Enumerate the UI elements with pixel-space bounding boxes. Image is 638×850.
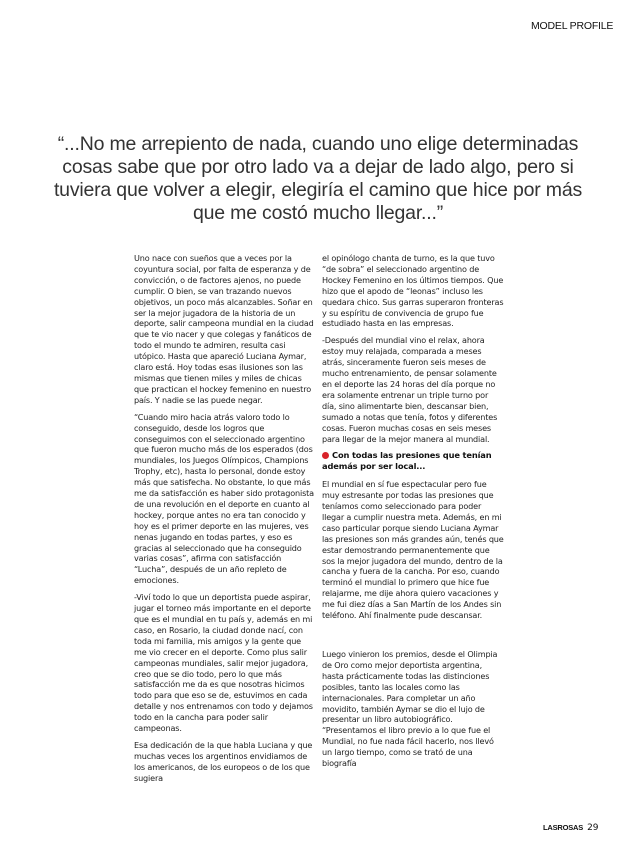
subheading: [322, 450, 504, 472]
page-footer: [543, 823, 599, 833]
article-column-left: [134, 253, 314, 790]
paragraph: Uno nace con sueños que a veces por la coyuntura social, por falta de esperanza y de convicción, o de factores ajenos, no puede cumplir. O bien, se van trazando nuevos objetivos, un poco más alcanzables. Soñar en ser la mejor jugadora de la historia de un deporte, salir campeona mundial en la ciudad que te vio nacer y que colegas y fanáticos de todo el mundo te admiren, resulta casi utópico. Hasta que apareció Luciana Aymar, claro está. Hoy todas esas ilusiones son las mismas que tienen miles y miles de chicas que practican el hockey femenino en nuestro país. Y nadie se las puede negar.: [134, 253, 314, 405]
subheading-text: Con todas las presiones que tenían además por ser local...: [322, 450, 492, 472]
bullet-icon: [322, 452, 329, 459]
paragraph: Luego vinieron los premios, desde el Olimpia de Oro como mejor deportista argentina, hasta prácticamente todas las distinciones posibles, tanto las locales como las internacionales. Para completar un año movidito, también Aymar se dio el lujo de presentar un libro autobiográfico. “Presentamos el libro previo a lo que fue el Mundial, no fue nada fácil hacerlo, nos llevó un largo tiempo, como se trató de una biografía: [322, 649, 498, 769]
magazine-logo: LASROSAS: [543, 823, 584, 832]
paragraph: el opinólogo chanta de turno, es la que tuvo “de sobra” el seleccionado argentino de Hockey Femenino en los últimos tiempos. Que hizo que el apodo de “leonas” incluso les quedara chico. Sus garras superaron fronteras y su espíritu de convivencia de grupo fue estudiado hasta en las empresas.: [322, 253, 504, 329]
paragraph: “Cuando miro hacia atrás valoro todo lo conseguido, desde los logros que conseguimos con el seleccionado argentino que fueron mucho más de los esperados (dos mundiales, los Juegos Olímpicos, Champions Trophy, etc), hasta lo personal, donde estoy más que satisfecha. No obstante, lo que más me da satisfacción es haber sido protagonista de una revolución en el deporte en cuanto al hockey, porque antes no era tan conocido y hoy es el primer deporte en las mujeres, ves nenas jugando en todas partes, y eso es gracias al seleccionado que ha conseguido varias cosas”, afirma con satisfacción “Lucha”, después de un año repleto de emociones.: [134, 411, 314, 586]
pull-quote: “...No me arrepiento de nada, cuando uno elige determinadas cosas sabe que por otro lado va a dejar de lado algo, pero si tuviera que volver a elegir, elegiría el camino que hice por más que me costó mucho llegar...”: [53, 133, 583, 224]
page-number: 29: [587, 823, 599, 833]
paragraph: Esa dedicación de la que habla Luciana y que muchas veces los argentinos envidiamos de los americanos, de los europeos o de los que sugiera: [134, 739, 313, 783]
section-label: MODEL PROFILE: [531, 20, 614, 32]
paragraph: -Después del mundial vino el relax, ahora estoy muy relajada, comparada a meses atrás, sinceramente fueron seis meses de mucho entrenamiento, de pensar solamente en el deporte las 24 horas del día porque no era solamente entrenar un triple turno por día, sino alimentarte bien, descansar bien, sumado a notas que tenía, fotos y diferentes cosas. Fueron muchas cosas en seis meses para llegar de la mejor manera al mundial.: [322, 335, 498, 444]
paragraph: El mundial en sí fue espectacular pero fue muy estresante por todas las presiones que teníamos como seleccionado para poder llegar a cumplir nuestra meta. Además, en mi caso particular porque siendo Luciana Aymar las presiones son más grandes aún, tenés que estar demostrando permanentemente que sos la mejor jugadora del mundo, dentro de la cancha y fuera de la cancha. Por eso, cuando terminó el mundial lo primero que hice fue relajarme, me dije ahora quiero vacaciones y me fui diez días a San Martín de los Andes sin teléfono. Ahí finalmente pude descansar.: [322, 479, 504, 621]
article-column-right: [322, 253, 504, 775]
paragraph: -Viví todo lo que un deportista puede aspirar, jugar el torneo más importante en el deporte que es el mundial en tu país y, además en mi caso, en Rosario, la ciudad donde nací, con toda mi familia, mis amigos y la gente que me vio crecer en el deporte. Como plus salir campeonas mundiales, salir mejor jugadora, creo que se dio todo, pero lo que más satisfacción me da es que nosotras hicimos todo para que eso se de, estuvimos en cada detalle y nos entrenamos con todo y dejamos todo en la cancha para poder salir campeonas.: [134, 592, 313, 734]
